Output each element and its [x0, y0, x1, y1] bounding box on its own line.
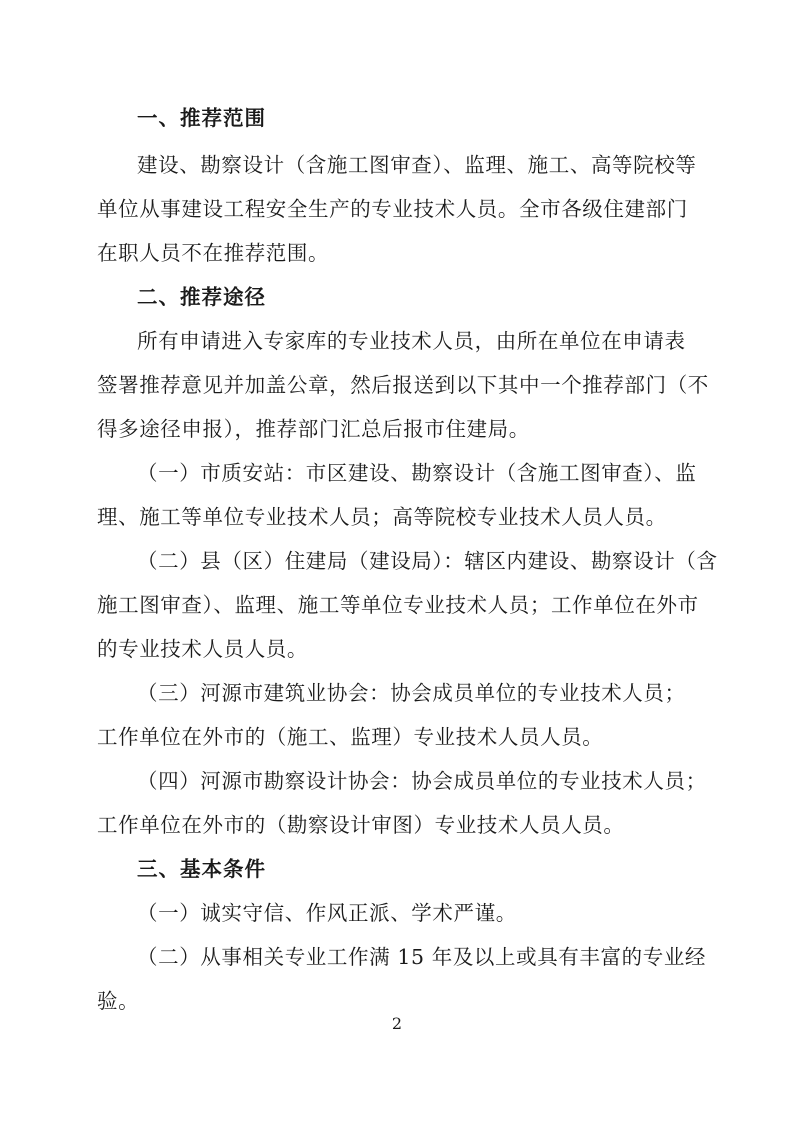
- list-item-line: （二）从事相关专业工作满 15 年及以上或具有丰富的专业经: [137, 945, 707, 969]
- page-number: 2: [391, 1014, 403, 1033]
- list-item-line: （三）河源市建筑业协会：协会成员单位的专业技术人员；: [137, 681, 686, 705]
- paragraph-line: 建设、勘察设计（含施工图审查）、监理、施工、高等院校等: [137, 153, 697, 177]
- list-item-line: （一）诚实守信、作风正派、学术严谨。: [137, 901, 517, 925]
- list-item-line: 施工图审查）、监理、施工等单位专业技术人员；工作单位在外市: [97, 593, 699, 617]
- paragraph-line: 签署推荐意见并加盖公章，然后报送到以下其中一个推荐部门（不: [97, 373, 709, 397]
- list-item-line: （一）市质安站：市区建设、勘察设计（含施工图审查）、监: [137, 461, 697, 485]
- list-item-line: 工作单位在外市的（勘察设计审图）专业技术人员人员。: [97, 813, 625, 837]
- list-item-line: 工作单位在外市的（施工、监理）专业技术人员人员。: [97, 725, 604, 749]
- section-heading-scope: 一、推荐范围: [137, 106, 266, 130]
- list-item-line: 理、施工等单位专业技术人员；高等院校专业技术人员人员。: [97, 505, 667, 529]
- paragraph-line: 单位从事建设工程安全生产的专业技术人员。全市各级住建部门: [97, 197, 688, 221]
- list-item-line: 的专业技术人员人员。: [97, 637, 308, 661]
- paragraph-line: 所有申请进入专家库的专业技术人员，由所在单位在申请表: [137, 329, 686, 353]
- list-item-line: （二）县（区）住建局（建设局）：辖区内建设、勘察设计（含: [137, 549, 718, 573]
- list-item-line: 验。: [97, 989, 140, 1013]
- section-heading-conditions: 三、基本条件: [137, 857, 266, 881]
- section-heading-channels: 二、推荐途径: [137, 285, 266, 309]
- list-item-line: （四）河源市勘察设计协会：协会成员单位的专业技术人员；: [137, 769, 707, 793]
- paragraph-line: 得多途径申报），推荐部门汇总后报市住建局。: [97, 417, 530, 441]
- paragraph-line: 在职人员不在推荐范围。: [97, 241, 330, 265]
